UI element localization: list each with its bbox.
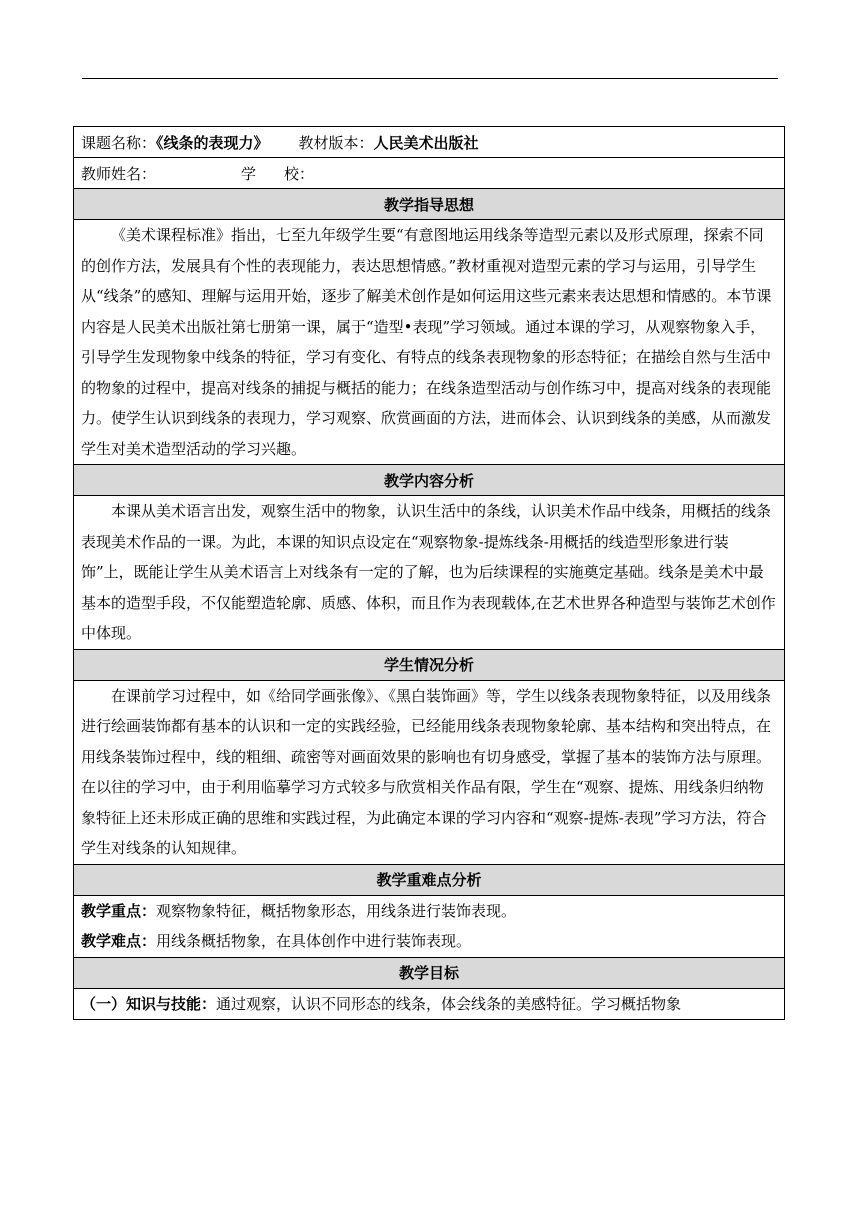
section-heading-content: 教学内容分析 (74, 465, 785, 496)
section-heading-students: 学生情况分析 (74, 649, 785, 680)
edition-label: 教材版本： (298, 133, 374, 152)
key-point-line (81, 896, 777, 927)
school-label-1: 学 (241, 164, 257, 183)
school-label-2: 校： (284, 164, 315, 183)
section-heading-guiding: 教学指导思想 (74, 189, 785, 220)
course-row (74, 127, 785, 158)
teacher-row (74, 158, 785, 189)
key-point-text: 观察物象特征，概括物象形态，用线条进行装饰表现。 (156, 901, 517, 920)
section-heading-goals: 教学目标 (74, 957, 785, 988)
section-heading-keypoints: 教学重难点分析 (74, 864, 785, 895)
course-label: 课题名称： (81, 133, 157, 152)
difficulty-line (81, 926, 777, 957)
course-info-cell (74, 127, 785, 158)
students-paragraph: 在课前学习过程中，如《给同学画张像》、《黑白装饰画》等，学生以线条表现物象特征，以及用线条进行绘画装饰都有基本的认识和一定的实践经验，已经能用线条表现物象轮廓、基本结构和突出特点，在用线条装饰过程中，线的粗细、疏密等对画面效果的影响也有切身感受，掌握了基本的装饰方法与原理。在以往的学习中，由于利用临摹学习方式较多与欣赏相关作品有限，学生在“观察、提炼、用线条归纳物象特征上还未形成正确的思维和实践过程，为此确定本课的学习内容和“观察-提炼-表现”学习方法，符合学生对线条的认知规律。 (74, 680, 785, 864)
goal-item-1-text: 通过观察，认识不同形态的线条，体会线条的美感特征。学习概括物象 (216, 994, 682, 1013)
difficulty-text: 用线条概括物象，在具体创作中进行装饰表现。 (156, 932, 472, 950)
keypoints-cell (74, 895, 785, 957)
edition-value: 人民美术出版社 (373, 133, 479, 152)
lesson-plan-table (73, 126, 785, 1020)
goal-item-1-label: （一）知识与技能： (81, 994, 217, 1013)
guiding-paragraph: 《美术课程标准》指出，七至九年级学生要“有意图地运用线条等造型元素以及形式原理，探索不同的创作方法，发展具有个性的表现能力，表达思想情感。”教材重视对造型元素的学习与运用，引导学生从“线条”的感知、理解与运用开始，逐步了解美术创作是如何运用这些元素来表达思想和情感的。本节课内容是人民美术出版社第七册第一课，属于“造型•表现”学习领域。通过本课的学习，从观察物象入手，引导学生发现物象中线条的特征，学习有变化、有特点的线条表现物象的形态特征；在描绘自然与生活中的物象的过程中，提高对线条的捕捉与概括的能力；在线条造型活动与创作练习中，提高对线条的表现能力。使学生认识到线条的表现力，学习观察、欣赏画面的方法，进而体会、认识到线条的美感，从而激发学生对美术造型活动的学习兴趣。 (74, 220, 785, 465)
key-point-label: 教学重点： (81, 901, 157, 920)
teacher-info-cell (74, 158, 785, 189)
content-paragraph: 本课从美术语言出发，观察生活中的物象，认识生活中的条线，认识美术作品中线条，用概括的线条表现美术作品的一课。为此，本课的知识点设定在“观察物象-提炼线条-用概括的线造型形象进行装饰”上，既能让学生从美术语言上对线条有一定的了解，也为后续课程的实施奠定基础。线条是美术中最基本的造型手段，不仅能塑造轮廓、质感、体积，而且作为表现载体,在艺术世界各种造型与装饰艺术创作中体现。 (74, 496, 785, 650)
header-rule (82, 78, 778, 79)
teacher-label: 教师姓名： (81, 164, 157, 183)
course-title: 《线条的表现力》 (156, 133, 269, 152)
difficulty-label: 教学难点： (81, 932, 157, 950)
goal-item-1 (74, 988, 785, 1019)
